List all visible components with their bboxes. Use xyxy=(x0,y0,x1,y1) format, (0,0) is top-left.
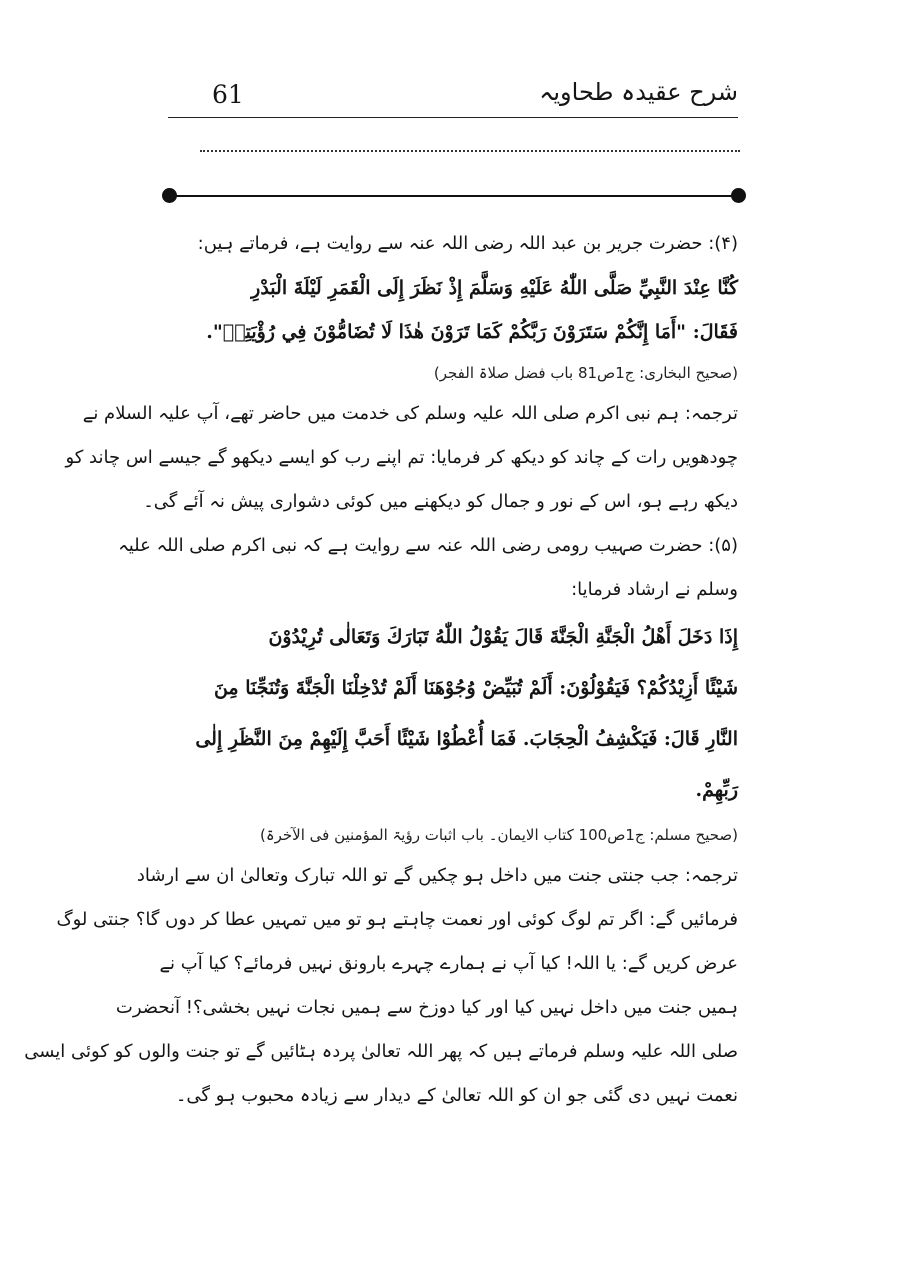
hadith-5-translation-line: ہمیں جنت میں داخل نہیں کیا اور کیا دوزخ سے ہمیں نجات نہیں بخشی؟! آنحضرت xyxy=(115,997,738,1018)
hadith-4-arabic-line: كُنَّا عِنْدَ النَّبِيِّ صَلَّى اللّٰهُ عَلَيْهِ وَسَلَّمَ إِذْ نَظَرَ إِلَى الْقَمَرِ لَيْلَةَ الْبَدْرِ xyxy=(251,277,738,299)
section-divider xyxy=(168,195,740,197)
hadith-4-reference: (صحیح البخاری: ج1ص81 باب فضل صلاۃ الفجر) xyxy=(433,364,738,382)
hadith-5-translation-line: ترجمہ: جب جنتی جنت میں داخل ہو چکیں گے تو اللہ تبارک وتعالیٰ ان سے ارشاد xyxy=(136,865,738,886)
header-rule xyxy=(168,117,738,118)
hadith-4-intro: (۴): حضرت جریر بن عبد اللہ رضی اللہ عنہ سے روایت ہے، فرماتے ہیں: xyxy=(197,233,738,254)
hadith-5-intro-line: وسلم نے ارشاد فرمایا: xyxy=(571,579,738,600)
hadith-5-arabic-line: رَبِّهِمْ. xyxy=(695,779,738,801)
hadith-5-reference: (صحیح مسلم: ج1ص100 کتاب الایمان۔ باب اثبات رؤیۃ المؤمنین فی الآخرۃ) xyxy=(259,826,738,844)
dotted-separator xyxy=(200,150,740,152)
page-header xyxy=(168,74,738,118)
hadith-5-translation-line: فرمائیں گے: اگر تم لوگ کوئی اور نعمت چاہتے ہو تو میں تمہیں عطا کر دوں گا؟ جنتی لوگ xyxy=(56,909,738,930)
hadith-4-arabic-line: فَقَالَ: "أَمَا إِنَّكُمْ سَتَرَوْنَ رَبَّكُمْ كَمَا تَرَوْنَ هٰذَا لَا تُضَامُّوْنَ فِي رُؤْيَتِهٖ". xyxy=(206,321,738,343)
hadith-5-arabic-line: إِذَا دَخَلَ أَهْلُ الْجَنَّةِ الْجَنَّةَ قَالَ يَقُوْلُ اللّٰهُ تَبَارَكَ وَتَعَالٰى تُرِيْدُوْنَ xyxy=(268,626,738,648)
hadith-5-intro-line: (۵): حضرت صہیب رومی رضی اللہ عنہ سے روایت ہے کہ نبی اکرم صلی اللہ علیہ xyxy=(118,535,738,556)
divider-end-dot-right xyxy=(731,188,746,203)
page-number: 61 xyxy=(212,80,244,109)
page-body xyxy=(24,222,738,1118)
hadith-5-arabic-line: النَّارِ قَالَ: فَيَكْشِفُ الْحِجَابَ. فَمَا أُعْطُوْا شَيْئًا أَحَبَّ إِلَيْهِمْ مِنَ النَّظَرِ إِلٰى xyxy=(195,728,738,750)
hadith-4-translation-line: ترجمہ: ہم نبی اکرم صلی اللہ علیہ وسلم کی خدمت میں حاضر تھے، آپ علیہ السلام نے xyxy=(82,403,738,424)
hadith-4-translation-line: دیکھ رہے ہو، اس کے نور و جمال کو دیکھنے میں کوئی دشواری پیش نہ آئے گی۔ xyxy=(143,491,738,512)
book-title: شرح عقیدہ طحاویہ xyxy=(539,78,738,106)
hadith-5-translation-line: نعمت نہیں دی گئی جو ان کو اللہ تعالیٰ کے دیدار سے زیادہ محبوب ہو گی۔ xyxy=(175,1085,738,1106)
hadith-5-translation-line: عرض کریں گے: یا اللہ! کیا آپ نے ہمارے چہرے بارونق نہیں فرمائے؟ کیا آپ نے xyxy=(159,953,738,974)
divider-end-dot-left xyxy=(162,188,177,203)
hadith-5-translation-line: صلی اللہ علیہ وسلم فرماتے ہیں کہ پھر اللہ تعالیٰ پردہ ہٹائیں گے تو جنت والوں کو کوئی ایسی xyxy=(24,1041,738,1062)
hadith-5-arabic-line: شَيْئًا أَزِيْدُكُمْ؟ فَيَقُوْلُوْنَ: أَلَمْ تُبَيِّضْ وُجُوْهَنَا أَلَمْ تُدْخِلْنَا الْجَنَّةَ وَتُنَجِّنَا مِنَ xyxy=(213,677,738,699)
hadith-4-translation-line: چودھویں رات کے چاند کو دیکھ کر فرمایا: تم اپنے رب کو ایسے دیکھو گے جیسے اس چاند کو xyxy=(65,447,738,468)
